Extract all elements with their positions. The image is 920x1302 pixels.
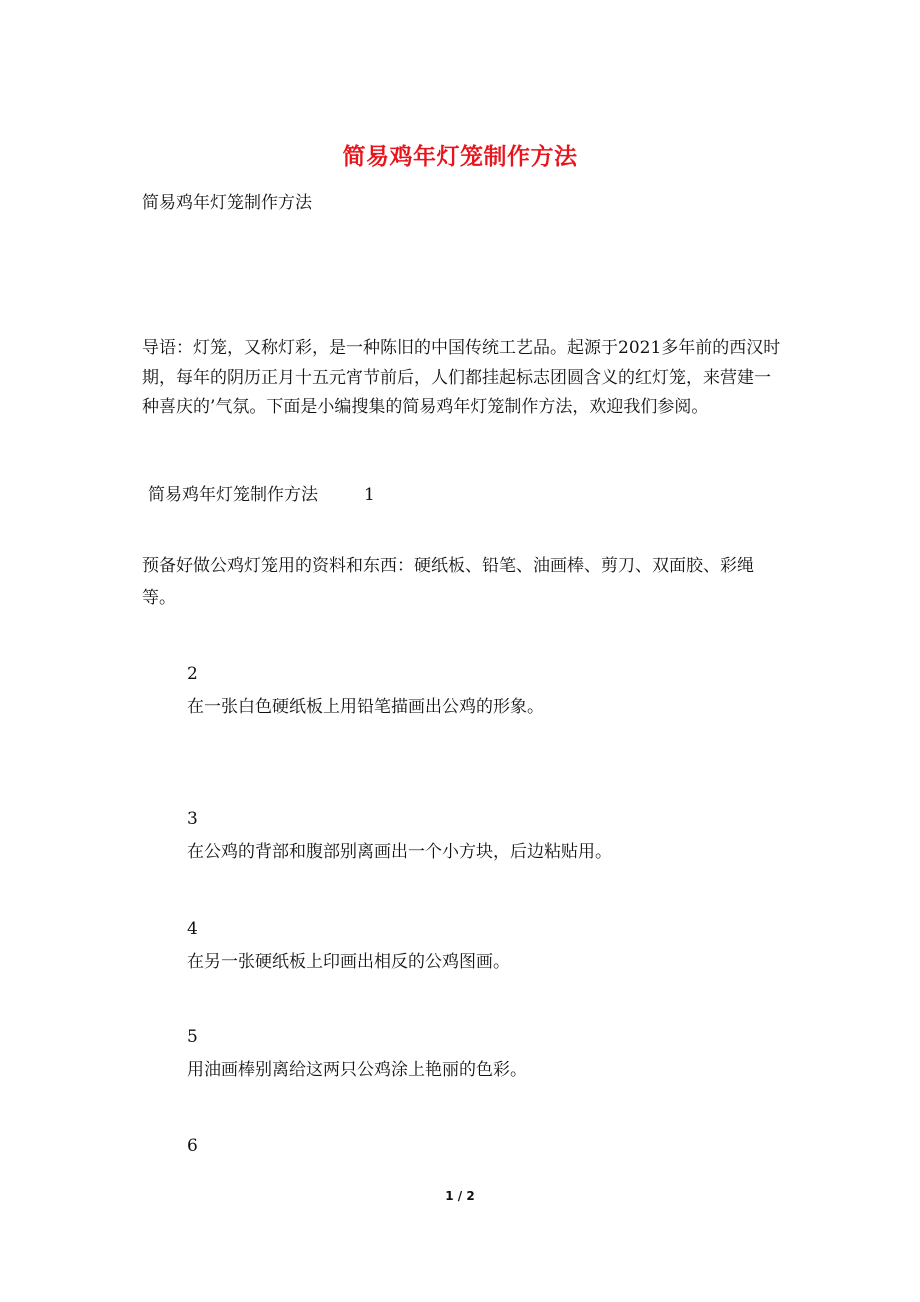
step-text: 用油画棒别离给这两只公鸡涂上艳丽的色彩。: [187, 1060, 527, 1080]
step-text: 在公鸡的背部和腹部别离画出一个小方块，后边粘贴用。: [187, 842, 612, 862]
document-subtitle: 简易鸡年灯笼制作方法: [142, 193, 312, 213]
step-5: [187, 1026, 527, 1081]
document-title: 简易鸡年灯笼制作方法: [342, 143, 578, 170]
section-heading: [148, 480, 375, 505]
step-6: [187, 1135, 198, 1157]
step-number: 2: [187, 664, 198, 684]
page-indicator: 1 / 2: [445, 1189, 475, 1203]
step-number: 4: [187, 919, 198, 939]
step-text: 在另一张硬纸板上印画出相反的公鸡图画。: [187, 952, 510, 972]
materials-paragraph: 预备好做公鸡灯笼用的资料和东西：硬纸板、铅笔、油画棒、剪刀、双面胶、彩绳等。: [142, 556, 754, 608]
step-2: [187, 663, 544, 718]
step-4: [187, 918, 510, 973]
section-heading-label: 简易鸡年灯笼制作方法: [148, 485, 318, 505]
step-number: 5: [187, 1027, 198, 1047]
step-text: 在一张白色硬纸板上用铅笔描画出公鸡的形象。: [187, 697, 544, 717]
section-heading-number: 1: [364, 485, 375, 505]
step-3: [187, 808, 612, 863]
step-number: 3: [187, 809, 198, 829]
step-number: 6: [187, 1136, 198, 1156]
intro-paragraph: 导语：灯笼，又称灯彩，是一种陈旧的中国传统工艺品。起源于2021多年前的西汉时期，每年的阴历正月十五元宵节前后，人们都挂起标志团圆含义的红灯笼，来营建一种喜庆的’气氛。下面是小编搜集的简易鸡年灯笼制作方法，欢迎我们参阅。: [142, 338, 781, 417]
